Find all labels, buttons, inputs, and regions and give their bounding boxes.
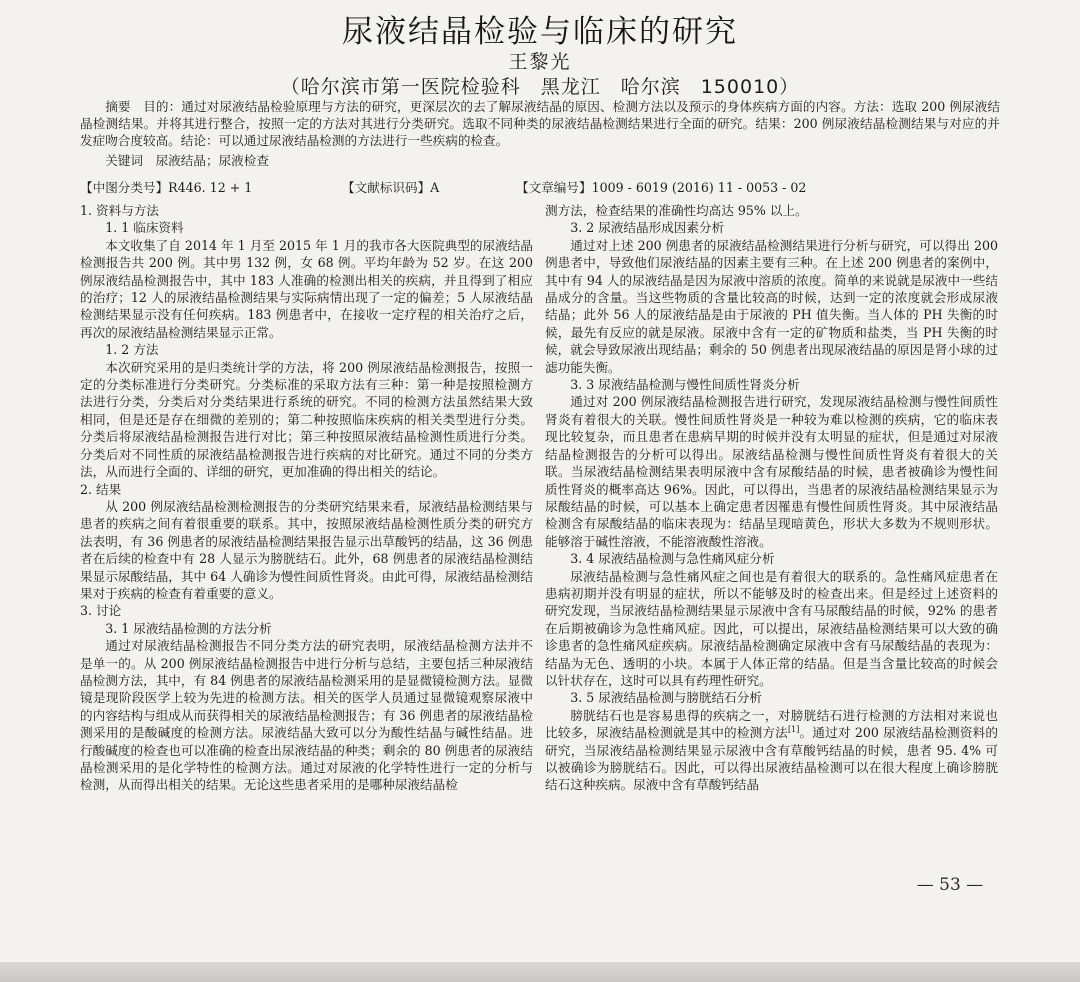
subsection-heading: 3. 3 尿液结晶检测与慢性间质性肾炎分析 xyxy=(570,377,800,393)
section-heading: 2. 结果 xyxy=(80,481,122,497)
abstract-text: 摘要 目的：通过对尿液结晶检验原理与方法的研究，更深层次的去了解尿液结晶的原因、检测方法以及预示的身体疾病方面的内容。方法：选取 200 例尿液结晶检测结果。并将其进行整合，按照一定的方法对其进行分类研究。选取不同种类的尿液结晶检测结果进行全面的研究。结果：200 例尿液结晶检测结果与对应的并发症吻合度较高。结论：可以通过尿液结晶检测的方法进行一些疾病的检查。 xyxy=(80,99,1000,149)
abstract xyxy=(80,98,1000,150)
subsection-heading: 1. 1 临床资料 xyxy=(105,220,184,236)
page-number: — 53 — xyxy=(916,875,984,895)
section-heading: 1. 资料与方法 xyxy=(80,203,159,218)
subsection-heading: 1. 2 方法 xyxy=(105,342,159,358)
citation-ref[interactable]: [1] xyxy=(787,725,800,734)
paragraph: 通过对 200 例尿液结晶检测报告进行研究，发现尿液结晶检测与慢性间质性肾炎有着很大的关联。慢性间质性肾炎是一种较为难以检测的疾病，它的临床表现比较复杂，而且患者在患病早期的时候并没有太明显的症状，但是通过对尿液结晶检测报告的分析可以得出。尿液结晶检测与慢性间质性肾炎有着很大的关联。当尿液结晶检测结果表明尿液中含有尿酸结晶的时候，患者被确诊为慢性间质性肾炎的概率高达 96%。因此，可以得出，当患者的尿液结晶检测结果显示为尿酸结晶的时候，可以基本上确定患者因罹患有慢性间质性肾炎。其中尿液结晶检测含有尿酸结晶的临床表现为：结晶呈现暗黄色，形状大多数为不规则形状。能够溶于碱性溶液，不能溶液酸性溶液。 xyxy=(545,394,998,549)
left-column xyxy=(80,202,533,874)
paragraph: 本文收集了自 2014 年 1 月至 2015 年 1 月的我市各大医院典型的尿液结晶检测报告共 200 例。其中男 132 例，女 68 例。平均年龄为 52 岁。在这 200 例尿液结晶检测报告中，其中 183 人准确的检测出相关的疾病，并且得到了相应的治疗；12 人的尿液结晶检测结果与实际病情出现了一定的偏差；5 人尿液结晶检测结果显示没有任何疾病。183 例患者中，在接收一定疗程的相关治疗之后，再次的尿液结晶检测结果显示正常。 xyxy=(80,237,533,340)
paragraph xyxy=(545,707,998,794)
paragraph: 尿液结晶检测与急性痛风症之间也是有着很大的联系的。急性痛风症患者在患病初期并没有明显的症状，所以不能够及时的检查出来。但是经过上述资料的研究发现，当尿液结晶检测结果显示尿液中含有马尿酸结晶的时候，92% 的患者在后期被确诊为急性痛风症。因此，可以提出，尿液结晶检测结果可以大致的确诊患者的急性痛风症疾病。尿液结晶检测确定尿液中含有马尿酸结晶的表现为：结晶为无色、透明的小块。本属于人体正常的结晶。但是当含量比较高的时候会以针状存在，这时可以具有药理性研究。 xyxy=(545,568,998,688)
scan-edge xyxy=(0,962,1080,982)
subsection-heading: 3. 1 尿液结晶检测的方法分析 xyxy=(105,620,272,636)
paragraph: 通过对上述 200 例患者的尿液结晶检测结果进行分析与研究，可以得出 200 例患者中，导致他们尿液结晶的因素主要有三种。在上述 200 例患者的案例中，其中有 94 人的尿液结晶是因为尿液中溶质的浓度。简单的来说就是尿液中一些结晶成分的含量。当这些物质的含量比较高的时候，达到一定的浓度就会形成尿液结晶；此外 56 人的尿液结晶是由于尿液的 PH 值失衡。当人体的 PH 失衡的时候，最先有反应的就是尿液。尿液中含有一定的矿物质和盐类，当 PH 失衡的时候，就会导致尿液出现结晶；剩余的 50 例患者出现尿液结晶的原因是肾小球的过滤功能失衡。 xyxy=(545,237,998,375)
section-heading: 3. 讨论 xyxy=(80,603,122,619)
document-code: 【文献标识码】A xyxy=(342,180,440,195)
subsection-heading: 3. 5 尿液结晶检测与膀胱结石分析 xyxy=(570,690,762,706)
subsection-heading: 3. 2 尿液结晶形成因素分析 xyxy=(570,220,725,236)
author-name: 王黎光 xyxy=(508,51,572,73)
keywords: 关键词 尿液结晶；尿液检查 xyxy=(105,153,269,168)
affiliation: （哈尔滨市第一医院检验科 黑龙江 哈尔滨 150010） xyxy=(280,76,800,98)
paragraph: 通过对尿液结晶检测报告不同分类方法的研究表明，尿液结晶检测方法并不是单一的。从 200 例尿液结晶检测报告中进行分析与总结，主要包括三种尿液结晶检测方法，其中，有 84 例患者的尿液结晶检测采用的是显微镜检测方法。显微镜是现阶段医学上较为先进的检测方法。相关的医学人员通过显微镜观察尿液中的内容结构与组成从而获得相关的尿液结晶检测报告；有 36 例患者的尿液结晶检测采用的是酸碱度的检测方法。尿液结晶大致可以分为酸性结晶与碱性结晶。进行酸碱度的检查也可以准确的检查出尿液结晶的种类；剩余的 80 例患者的尿液结晶检测采用的是化学特性的检测方法。通过对尿液的化学特性进行一定的分析与检测，从而得出相关的结果。无论这些患者采用的是哪种尿液结晶检 xyxy=(80,638,533,793)
paragraph-continued: 测方法，检查结果的准确性均高达 95% 以上。 xyxy=(545,203,808,218)
paragraph: 从 200 例尿液结晶检测检测报告的分类研究结果来看，尿液结晶检测结果与患者的疾病之间有着很重要的联系。其中，按照尿液结晶检测性质分类的研究方法表明，有 36 例患者的尿液结晶检测结果报告显示出草酸钙的结晶，这 36 例患者在后续的检查中有 28 人显示为膀胱结石。此外，68 例患者的尿液结晶检测结果显示尿酸结晶，其中 64 人确诊为慢性间质性肾炎。由此可得，尿液结晶检测结果对于疾病的检查有着重要的意义。 xyxy=(80,498,533,601)
paragraph: 本次研究采用的是归类统计学的方法，将 200 例尿液结晶检测报告，按照一定的分类标准进行分类研究。分类标准的采取方法有三种：第一种是按照检测方法进行分类，分类后对分类结果进行系统的研究。不同的检测方法虽然结果大致相同，但是还是存在细微的差别的；第二种按照临床疾病的相关类型进行分类。分类后将尿液结晶检测报告进行对比；第三种按照尿液结晶检测性质进行分类。分类后对不同性质的尿液结晶检测报告进行疾病的对比研究。通过不同的分类方法，从而进行全面的、详细的研究，更加准确的得出相关的结论。 xyxy=(80,359,533,480)
paper-title: 尿液结晶检验与临床的研究 xyxy=(342,14,738,50)
classification-number: 【中图分类号】R446. 12 + 1 xyxy=(80,180,253,195)
article-number: 【文章编号】1009 - 6019 (2016) 11 - 0053 - 02 xyxy=(516,180,807,195)
right-column xyxy=(545,202,998,874)
paragraph-text: 膀胱结石也是容易患得的疾病之一，对膀胱结石进行检测的方法相对来说也比较多，尿液结晶检测就是其中的检测方法 xyxy=(545,707,998,741)
subsection-heading: 3. 4 尿液结晶检测与急性痛风症分析 xyxy=(570,551,775,567)
paragraph-text: 。通过对 200 尿液结晶检测资料的研究，当尿液结晶检测结果显示尿液中含有草酸钙结晶的时候，患者 95. 4% 可以被确诊为膀胱结石。因此，可以得出尿液结晶检测可以在很大程度上确诊膀胱结石这种疾病。尿液中含有草酸钙结晶 xyxy=(545,725,998,793)
